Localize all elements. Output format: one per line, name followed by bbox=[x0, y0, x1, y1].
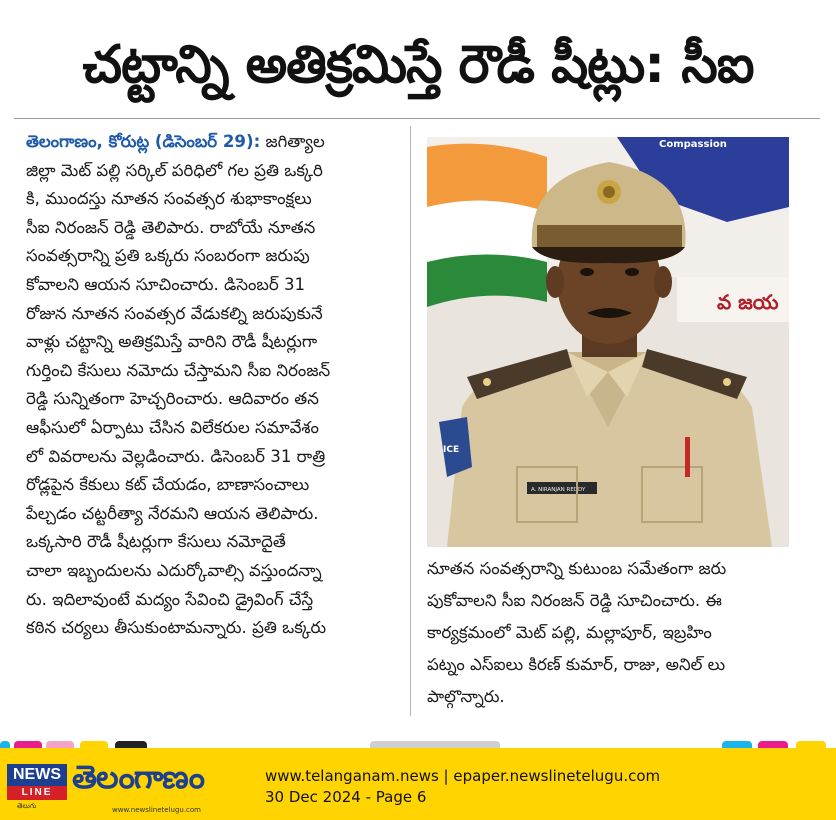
article-right-column bbox=[427, 553, 797, 713]
article-line: సీఐ నిరంజన్ రెడ్డి తెలిపారు. రాబోయే నూతన bbox=[26, 217, 316, 237]
article-line: రెడ్డి సున్నితంగా హెచ్చరించారు. ఆదివారం తన bbox=[26, 389, 319, 409]
officer-illustration bbox=[427, 137, 789, 547]
article-line: కార్యక్రమంలో మెట్ పల్లి, మల్లాపూర్, ఇబ్రహిం bbox=[427, 623, 712, 642]
dateline: తెలంగాణం, కోరుట్ల (డిసెంబర్ 29): bbox=[26, 132, 261, 151]
name-tag: A. NIRANJAN REDDY bbox=[531, 487, 586, 493]
logo-news-text: NEWS bbox=[7, 764, 67, 786]
article-line: గుర్తించి కేసులు నమోదు చేస్తామని సీఐ నిరంజన్ bbox=[26, 360, 331, 380]
newsline-logo[interactable] bbox=[7, 764, 67, 810]
article-line: రోజున నూతన సంవత్సర వేడుకల్ని జరుపుకునే bbox=[26, 303, 323, 323]
footer-websites[interactable]: www.telanganam.news | epaper.newslinetelugu.com bbox=[265, 767, 661, 785]
article-line: ఆఫీసులో ఏర్పాటు చేసిన విలేకరుల సమావేశం bbox=[26, 417, 319, 437]
article-line: జిల్లా మెట్ పల్లి సర్కిల్ పరిధిలో గల ప్రతి ఒక్కరి bbox=[26, 160, 323, 180]
banner-text-2: వ జయ bbox=[717, 290, 779, 314]
brand-url: www.newslinetelugu.com bbox=[112, 806, 201, 814]
article-line: కోవాలని ఆయన సూచించారు. డిసెంబర్ 31 bbox=[26, 274, 306, 294]
article-line: ఒక్కసారి రౌడీ షీటర్లుగా కేసులు నమోదైతే bbox=[26, 532, 286, 552]
logo-sub-text: తెలుగు bbox=[17, 802, 37, 810]
footer-band bbox=[0, 748, 836, 820]
headline-rule bbox=[14, 118, 820, 119]
officer-photo bbox=[427, 137, 789, 547]
headline: చట్టాన్ని అతిక్రమిస్తే రౌడీ షీట్లు: సీఐ bbox=[82, 35, 754, 95]
article-line: లో వివరాలను వెల్లడించారు. డిసెంబర్ 31 రాత్రి bbox=[26, 446, 326, 466]
logo-line-text: LINE bbox=[7, 786, 67, 800]
article-line: రోడ్లపైన కేకులు కట్ చేయడం, బాణాసంచాలు bbox=[26, 475, 310, 495]
article-line: చాలా ఇబ్బందులను ఎదుర్కోవాల్సి వస్తుందన్నా bbox=[26, 560, 322, 580]
article-line: కి, ముందస్తు నూతన సంవత్సర శుభాకాంక్షలు bbox=[26, 189, 312, 209]
article-line: సంవత్సరాన్ని ప్రతి ఒక్కరు సంబరంగా జరుపు bbox=[26, 246, 310, 266]
banner-text: Compassion bbox=[659, 139, 727, 150]
article-line: పేల్చడం చట్టరీత్యా నేరమని ఆయన తెలిపారు. bbox=[26, 503, 319, 523]
article-line: పట్నం ఎస్ఐలు కిరణ్ కుమార్, రాజు, అనిల్ లు bbox=[427, 655, 726, 674]
article-line: నూతన సంవత్సరాన్ని కుటుంబ సమేతంగా జరు bbox=[427, 559, 727, 578]
article-line: రు. ఇదిలావుంటే మద్యం సేవించి డ్రైవింగ్ చేస్తే bbox=[26, 589, 314, 609]
footer-date-page: 30 Dec 2024 - Page 6 bbox=[265, 788, 427, 806]
badge-text: ICE bbox=[443, 445, 460, 455]
article-line: కఠిన చర్యలు తీసుకుంటామన్నారు. ప్రతి ఒక్కరు bbox=[26, 618, 327, 638]
article-left-column bbox=[26, 128, 392, 716]
brand-name[interactable]: తెలంగాణం bbox=[72, 758, 204, 796]
article-line: వాళ్లు చట్టాన్ని అతిక్రమిస్తే వారిని రౌడీ షీటర్లుగా bbox=[26, 332, 318, 352]
column-divider bbox=[410, 126, 411, 716]
article-line: పుకోవాలని సీఐ నిరంజన్ రెడ్డి సూచించారు. ఈ bbox=[427, 591, 722, 610]
article-line: తెలంగాణం, కోరుట్ల (డిసెంబర్ 29): జగిత్యాల bbox=[26, 132, 325, 151]
article-line: పాల్గొన్నారు. bbox=[427, 687, 505, 706]
